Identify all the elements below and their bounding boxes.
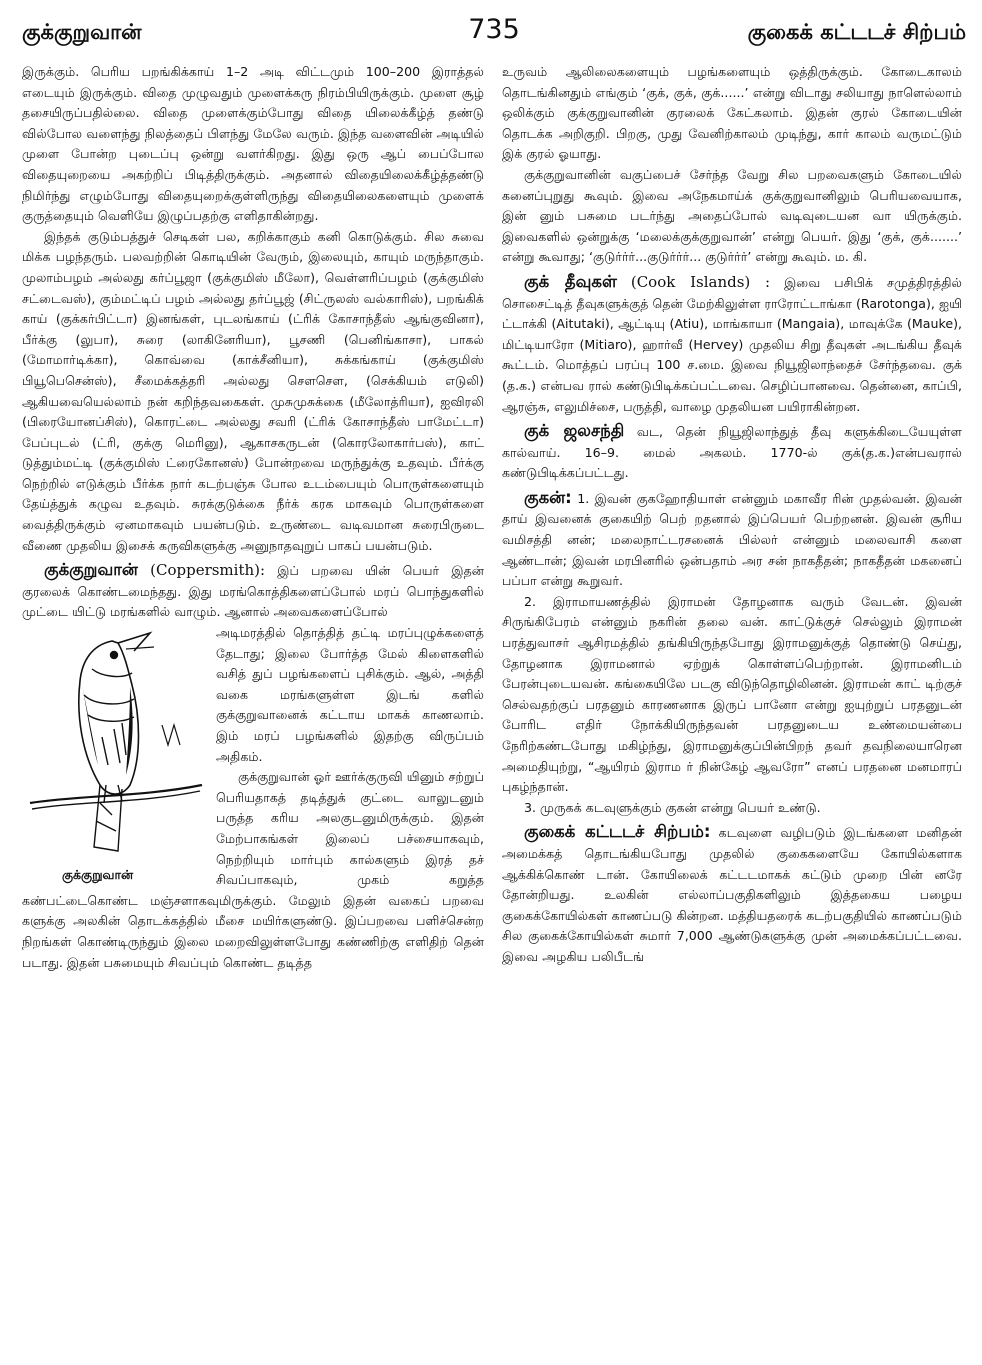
paragraph-related-birds: குக்குறுவானின் வகுப்பைச் சேர்ந்த வேறு சில பறவைகளும் கோடையில் கனைப்புறுது கூவும். இவை அநேகமாய்க் குக்குறுவானிலும் பெரியவையாக, இன் னும் பசுமை படர்ந்து அதைப்போல் வடிவுடையன வா யிருக்கும். இவைகளில் ஒன்றுக்கு ‘மலைக்குக்குறுவான்’ என்று பெயர். இது ‘குக், குக்.......’ என்று கூவாது; ‘குடுர்ர்ர்...குடுர்ர்ர்... குடுர்ர்ர்’ என்று கூவும். ம. கி. — [502, 166, 962, 265]
entry-term-cook-strait: குக் ஜலசந்தி — [524, 421, 625, 441]
entry-body-cave-architecture: கடவுளை வழிபடும் இடங்களை மனிதன் அமைக்கத் தொடங்கியபோது முதலில் குகைகளையே கோயில்களாக ஆக்கிக்கொண் டான். கோயிலைக் கட்டடமாகக் கட்டும் முறை பின் னரே தோன்றியது. உலகின் எல்லாப்பகுதிகளிலும் இத்தகைய பழைய குகைக்கோயில்கள் காணப்படு கின்றன. மத்தியதரைக் கடற்பகுதியில் காணப்படும் சில குகைக்கோயில்கள் சுமார் 7,000 ஆண்டுகளுக்கு முன் அமைக்கப்பட்டவை. இவை அழகிய பலிபீடங் — [502, 825, 962, 964]
entry-body-guhan-2: 2. இராமாயணத்தில் இராமன் தோழனாக வரும் வேடன். இவன் சிருங்கிபேரம் என்னும் நகரின் தலை வன். காட்டுக்குச் செல்லும் இராமன் பரத்துவாசர் ஆசிரமத்தில் தங்கியிருந்தபோது இராமனுக்குத் தொண்டு செய்து, தோழனாக இராமனால் ஏற்றுக் கொள்ளப்பெற்றான். இராமனிடம் பேரன்புடையவன். கங்கையிலே படகு விடுந்தொழிலினன். இராமன் காட் டிற்குச் செல்வதற்குப் பரதனும் காரணனாக இருப் பானோ என்று ஐயுற்றுப் பரதனுடன் போரிட எதிர் நோக்கியிருந்தவன் பரதனுடைய உண்மையன்பை நேரிற்கண்டபோது மகிழ்ந்து, இராமனுக்குப்பின்பிறந் தவர் தவநிலையாரென அமைதியுற்று, “ஆயிரம் இராம ர் நின்கேழ் ஆவரோ” எனப் பரதனை மனமாரப் புகழ்ந்தான். — [502, 593, 962, 795]
right-column — [502, 62, 962, 1357]
paragraph-coppersmith-call: உருவம் ஆலிலைகளையும் பழங்களையும் ஒத்திருக்கும். கோடைகாலம் தொடங்கினதும் எங்கும் ‘குக், குக், குக்......’ என்று விடாது சலியாது நாளெல்லாம் ஒலிக்கும் குக்குறுவானின் குரலைக் கேட்கலாம். இதன் குரல் கோடையின் தொடக்க அறிகுறி. பிறகு, முது வேனிற்காலம் முடிந்து, கார் காலம் வருமட்டும் இக் குரல் ஓயாது. — [502, 64, 962, 162]
header-right-keyword: குகைக் கட்டடச் சிற்பம் — [747, 20, 966, 44]
coppersmith-bird-drawing — [22, 625, 208, 861]
entry-body-kukkuruvan-intro: இப் பறவை யின் பெயர் இதன் குரலைக் கொண்டமைந்தது. இது மரங்கொத்திகளைப்போல் மரப் பொந்துகளில் முட்டை யிட்டு மரங்களில் வாழும். ஆனால் அவைகளைப்போல் — [22, 563, 484, 620]
entry-term-guhan: குகன்: — [524, 487, 572, 507]
page-header — [22, 14, 966, 54]
paragraph-gourd-seed: இருக்கும். பெரிய பறங்கிக்காய் 1–2 அடி விட்டமும் 100–200 இராத்தல் எடையும் இருக்கும். விதை முழுவதும் முளைக்கரு நிரம்பியிருக்கும். முளை சூழ் தசையிருப்பதில்லை. விதை முளைக்கும்போது விதை யிலைக்கீழ்த் தண்டு வில்போல வளைந்து நிலத்தைப் பிளந்து மேலே வரும். இந்த வளைவின் அடியில் முளை போன்ற புடைப்பு ஒன்று வளர்கிறது. இது ஒரு ஆப் பைப்போல விதையுறையை அகற்றிப் பிடித்திருக்கும். அதனால் விதையிலைக்கீழ்த்தண்டு நிமிர்ந்து எழும்போது விதையுறைக்குள்ளிருந்து விதையிலைகளையும் முளைக் குருத்தையும் வெளியே இழுப்பதற்கு எளிதாகின்றது. — [22, 64, 484, 224]
illustration-caption: குக்குறுவான் — [62, 867, 134, 883]
entry-body-cook-strait: வட, தென் நியூஜிலாந்துத் தீவு களுக்கிடையேயுள்ள கால்வாய். 16–9. மைல் அகலம். 1770-ல் குக்(த.க.)என்பவரால் கண்டுபிடிக்கப்பட்டது. — [502, 424, 962, 481]
entry-term-cook-islands: குக் தீவுகள் — [524, 271, 617, 291]
paragraph-family-plants: இந்தக் குடும்பத்துச் செடிகள் பல, கறிக்காகும் கனி கொடுக்கும். சில சுவை மிக்க பழந்தரும். பலவற்றின் கொடியின் வேரும், இலையும், காயும் மருந்தாகும். முலாம்பழம் அல்லது கர்ப்பூஜா (குக்குமிஸ் மீலோ), வெள்ளரிப்பழம் (குக்குமிஸ் சட்டைவஸ்), கும்மட்டிப் பழம் அல்லது தர்ப்பூஜ் (சிட்ருலஸ் வல்காரிஸ்), பறங்கிக் காய் (குக்கர்பிட்டா) இனங்கள், புடலங்காய் (ட்ரிக் கோசாந்தீஸ் ஆங்குவினா), பீர்க்கு (லுபா), சுரை (லாகினேரியா), பூசணி (பெனிங்காசா), பாகல் (மோமார்டிக்கா), கொவ்வை (காக்சீனியா), சுக்கங்காய் (குக்குமிஸ் பியூபெசென்ஸ்), சீமைக்கத்தரி அல்லது சௌசௌ, (செக்கியம் எடுலி) ஆகியவையெல்லாம் நன் கறிந்தவகைகள். முசுமுசுக்கை (மீலோத்ரியா), ஐவிரலி (பிரையோனப்சிஸ்), கொரட்டை அல்லது சவரி (ட்ரிக் கோசாந்தீஸ் பாமேட்டா) பேப்புடல் (ட்ரி, குக்கு மெரினு), ஆகாசகருடன் (கொரலோகார்பஸ்), காட் டுத்தும்மட்டி (குக்குமிஸ் ட்ரைகோனஸ்) போன்றவை மருந்துக்கு உதவும். பீர்க்கு நெற்றில் எடுக்கும் பீர்க்க நார் கடற்பஞ்சு போல உடம்பையும் பொருள்களையும் தேய்த்துக் கழுவ உதவும். சுரக்குடுக்கை நீர்க் கரக மாகவும் பொருள்களை வைத்திருக்கும் ஏனமாகவும் பயன்படும். உருண்டை வடிவமான சுரைபிருடை வீணை முதலிய இசைக் கருவிகளுக்கு அனுநாதவுறுப் பாகப் பயன்படும். — [22, 228, 484, 553]
entry-body-guhan-3: 3. முருகக் கடவுளுக்கும் குகன் என்று பெயர் உண்டு. — [524, 799, 821, 815]
coppersmith-illustration — [22, 625, 208, 887]
entry-body-kukkuruvan-habits: அடிமரத்தில் தொத்தித் தட்டி மரப்புழுக்களைத் தேடாது; இலை போர்த்த மேல் கிளைகளில் வசித் துப் பழங்களைப் புசிக்கும். ஆல், அத்தி வகை மரங்களுள்ள இடங் களில் குக்குறுவானைக் கட்டாய மாகக் காணலாம். இம் மரப் பழங்களில் இதற்கு விருப்பம் அதிகம். — [216, 625, 484, 764]
header-left-keyword: குக்குறுவான் — [22, 20, 142, 44]
entry-cook-strait — [502, 421, 962, 484]
page-number: 735 — [468, 14, 520, 45]
entry-term-kukkuruvan: குக்குறுவான் — [44, 560, 138, 580]
entry-body-guhan-1: 1. இவன் குகஹோதியாள் என்னும் மகாவீர ரின் முதல்வன். இவன் தாய் இவனைக் குகையிற் பெற் றதனால் இப்பெயர் பெற்றனன். இவன் சூரிய வமிசத்தி னன்; மலைநாட்டரசனைக் பில்லர் என்னும் மலைவாசி களை ஆண்டான்; இவன் மரபினரில் ஒன்பதாம் அர சன் நாகதீதன்; நாகதீதன் மகனைப் பப்பா என்று கூறுவர். — [502, 490, 962, 589]
entry-kukkuruvan — [22, 560, 484, 623]
entry-english-coppersmith: (Coppersmith): — [150, 561, 266, 580]
entry-cook-islands — [502, 272, 962, 417]
entry-english-cook-islands: (Cook Islands) : — [630, 272, 771, 291]
entry-body-kukkuruvan-description: குக்குறுவான் ஓர் ஊர்க்குருவி யினும் சற்றுப் பெரியதாகத் தடித்துக் குட்டை வாலுடனும் பருத்த கரிய அலகுடனுமிருக்கும். இதன் மேற்பாகங்கள் இலைப் பச்சையாகவும், நெற்றியும் மார்பும் கால்களும் இரத் தச் சிவப்பாகவும், முகம் கறுத்த கண்பட்டைகொண்ட மஞ்சளாகவுமிருக்கும். மேலும் இதன் வகைப் பறவை களுக்கு அலகின் தொடக்கத்தில் மீசை மயிர்களுண்டு. இப்பறவை பளிச்சென்ற நிறங்கள் கொண்டிருந்தும் இலை மறைவிலுள்ளபோது கண்ணிற்கு எளிதிற் தென் படாது. இதன் பசுமையும் சிவப்பும் கொண்ட தடித்த — [22, 769, 484, 970]
entry-body-cook-islands: இவை பசிபிக் சமுத்திரத்தில் சொசைட்டித் தீவுகளுக்குத் தென் மேற்கிலுள்ள ராரோட்டாங்கா (Rarotonga), ஐயி ட்டாக்கி (Aitutaki), ஆட்டியு (Atiu), மாங்காயா (Mangaia), மாவுக்கே (Mauke), மிட்டியாரோ (Mitiaro), ஹார்வீ (Hervey) முதலிய சிறு தீவுகள் அடங்கிய தீவுக் கூட்டம். மொத்தப் பரப்பு 100 ச.மை. இவை நியூஜிலாந்தைச் சேர்ந்தவை. குக் (த.க.) என்பவ ரால் கண்டுபிடிக்கப்பட்டவை. செழிப்பானவை. தென்னை, காப்பி, ஆரஞ்சு, எலுமிச்சை, பருத்தி, வாழை முதலியன பயிராகின்றன. — [502, 274, 962, 414]
entry-cave-architecture — [502, 822, 962, 967]
entry-term-cave-architecture: குகைக் கட்டடச் சிற்பம்: — [524, 822, 711, 842]
left-column — [22, 62, 484, 1357]
entry-guhan — [502, 488, 962, 592]
